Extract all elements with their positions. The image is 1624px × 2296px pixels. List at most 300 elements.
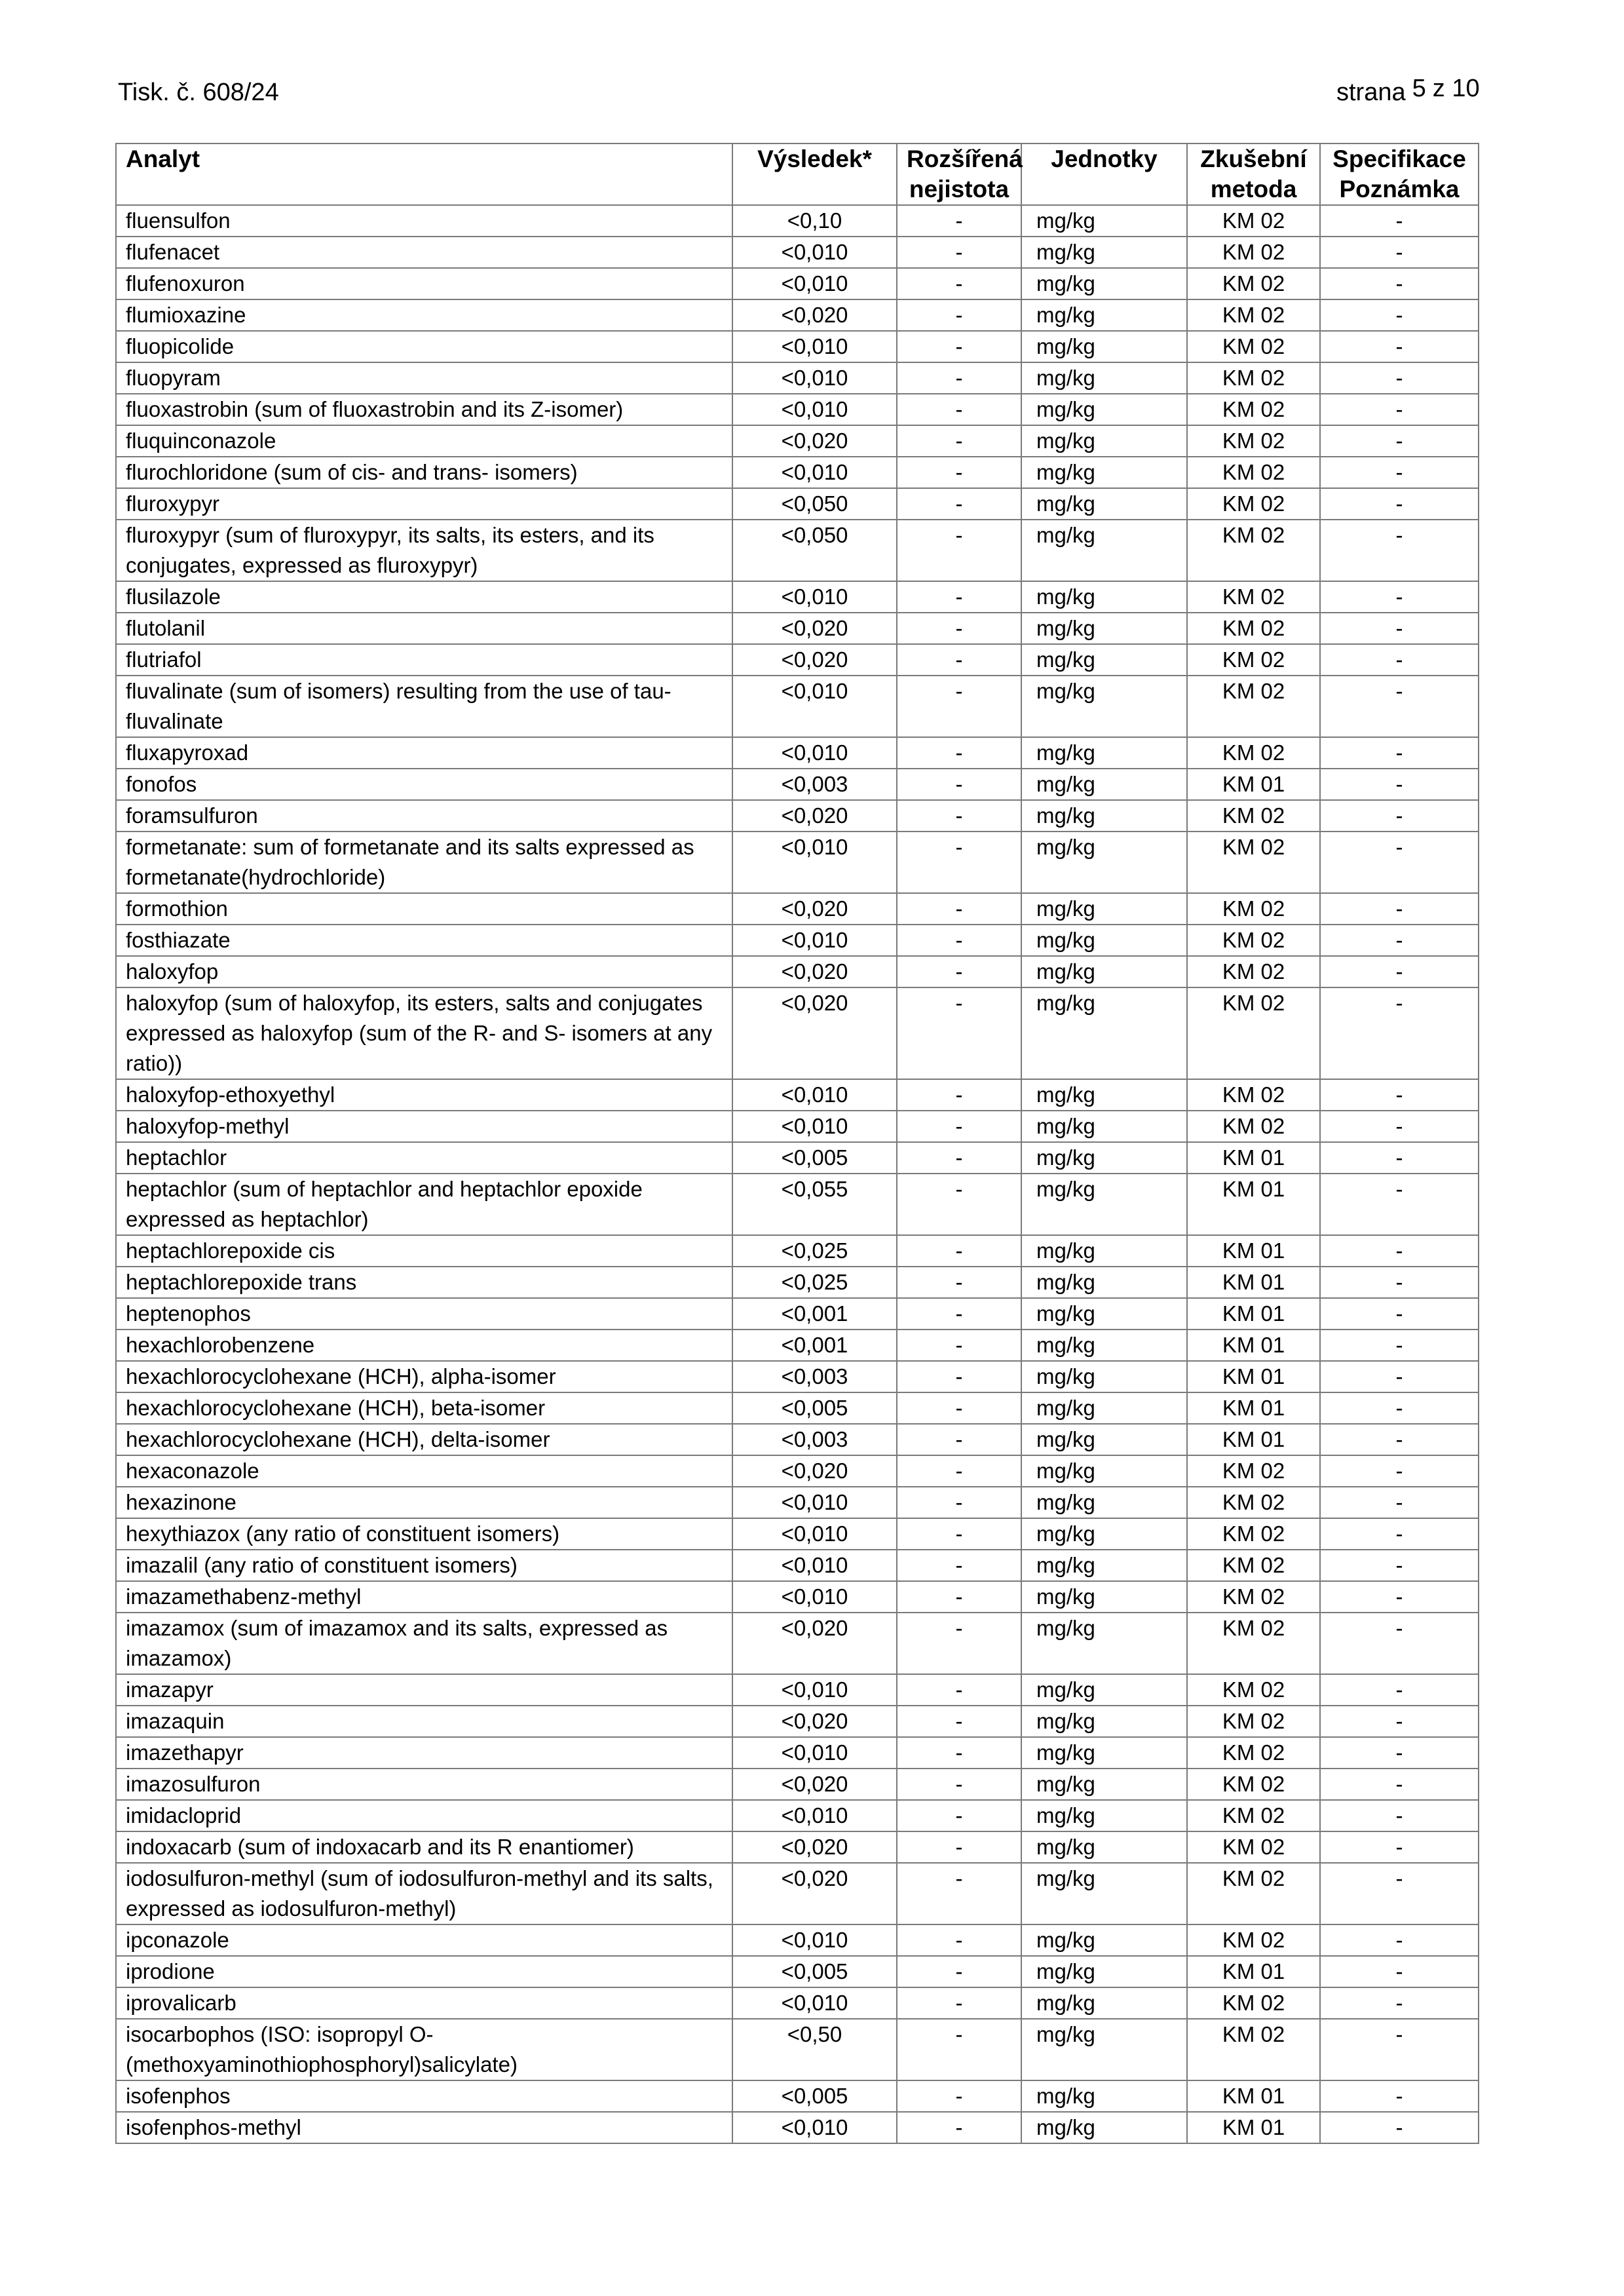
table-row (116, 1267, 1479, 1298)
cell-method: KM 01 (1187, 769, 1320, 800)
cell-note: - (1320, 956, 1479, 987)
cell-unit: mg/kg (1021, 1550, 1187, 1581)
cell-result: <0,020 (732, 800, 897, 832)
cell-result: <0,10 (732, 205, 897, 237)
cell-unit: mg/kg (1021, 1235, 1187, 1267)
cell-result: <0,010 (732, 237, 897, 268)
cell-method: KM 02 (1187, 299, 1320, 331)
table-row (116, 1079, 1479, 1111)
table-row (116, 1924, 1479, 1956)
cell-unit: mg/kg (1021, 1142, 1187, 1174)
cell-analyt: hexaconazole (116, 1455, 732, 1487)
table-row (116, 581, 1479, 613)
cell-result: <0,020 (732, 644, 897, 676)
cell-note: - (1320, 1111, 1479, 1142)
column-header-method: Zkušební metoda (1187, 144, 1320, 205)
table-row (116, 268, 1479, 299)
cell-result: <0,020 (732, 956, 897, 987)
cell-method: KM 02 (1187, 268, 1320, 299)
cell-result: <0,003 (732, 1424, 897, 1455)
cell-uncertainty: - (897, 1956, 1021, 1987)
cell-result: <0,005 (732, 2080, 897, 2112)
cell-note: - (1320, 2080, 1479, 2112)
cell-method: KM 01 (1187, 1956, 1320, 1987)
cell-note: - (1320, 581, 1479, 613)
table-row (116, 676, 1479, 737)
table-row (116, 1235, 1479, 1267)
cell-note: - (1320, 237, 1479, 268)
table-header-row (116, 144, 1479, 205)
cell-result: <0,010 (732, 1924, 897, 1956)
cell-method: KM 01 (1187, 1142, 1320, 1174)
table-row (116, 1455, 1479, 1487)
cell-analyt: fluoxastrobin (sum of fluoxastrobin and its Z-isomer) (116, 394, 732, 425)
cell-uncertainty: - (897, 613, 1021, 644)
cell-unit: mg/kg (1021, 581, 1187, 613)
cell-result: <0,025 (732, 1235, 897, 1267)
table-row (116, 1518, 1479, 1550)
cell-uncertainty: - (897, 520, 1021, 581)
cell-analyt: hexachlorocyclohexane (HCH), alpha-isomer (116, 1361, 732, 1392)
cell-unit: mg/kg (1021, 800, 1187, 832)
column-header-result: Výsledek* (732, 144, 897, 205)
cell-analyt: iprovalicarb (116, 1987, 732, 2019)
cell-unit: mg/kg (1021, 1392, 1187, 1424)
cell-result: <0,010 (732, 1674, 897, 1706)
cell-note: - (1320, 1706, 1479, 1737)
table-row (116, 1863, 1479, 1924)
cell-unit: mg/kg (1021, 2019, 1187, 2080)
cell-result: <0,050 (732, 520, 897, 581)
table-row (116, 394, 1479, 425)
cell-analyt: fluxapyroxad (116, 737, 732, 769)
cell-result: <0,005 (732, 1392, 897, 1424)
cell-result: <0,50 (732, 2019, 897, 2080)
cell-method: KM 02 (1187, 613, 1320, 644)
cell-analyt: formothion (116, 893, 732, 925)
cell-result: <0,010 (732, 832, 897, 893)
cell-unit: mg/kg (1021, 1769, 1187, 1800)
cell-method: KM 02 (1187, 205, 1320, 237)
cell-result: <0,020 (732, 987, 897, 1079)
table-row (116, 987, 1479, 1079)
cell-unit: mg/kg (1021, 1079, 1187, 1111)
cell-method: KM 02 (1187, 457, 1320, 488)
cell-uncertainty: - (897, 1550, 1021, 1581)
cell-unit: mg/kg (1021, 925, 1187, 956)
cell-method: KM 01 (1187, 1392, 1320, 1424)
cell-uncertainty: - (897, 1361, 1021, 1392)
cell-unit: mg/kg (1021, 1455, 1187, 1487)
cell-method: KM 02 (1187, 1518, 1320, 1550)
cell-analyt: fluensulfon (116, 205, 732, 237)
cell-unit: mg/kg (1021, 2112, 1187, 2143)
cell-result: <0,005 (732, 1142, 897, 1174)
table-row (116, 769, 1479, 800)
cell-unit: mg/kg (1021, 1706, 1187, 1737)
cell-method: KM 02 (1187, 1987, 1320, 2019)
cell-uncertainty: - (897, 644, 1021, 676)
cell-method: KM 01 (1187, 1174, 1320, 1235)
cell-uncertainty: - (897, 737, 1021, 769)
cell-uncertainty: - (897, 676, 1021, 737)
cell-uncertainty: - (897, 1863, 1021, 1924)
cell-note: - (1320, 676, 1479, 737)
cell-method: KM 01 (1187, 2080, 1320, 2112)
cell-analyt: flutriafol (116, 644, 732, 676)
cell-unit: mg/kg (1021, 331, 1187, 362)
cell-analyt: flurochloridone (sum of cis- and trans- isomers) (116, 457, 732, 488)
cell-analyt: isofenphos-methyl (116, 2112, 732, 2143)
cell-unit: mg/kg (1021, 2080, 1187, 2112)
cell-method: KM 02 (1187, 1487, 1320, 1518)
cell-uncertainty: - (897, 1581, 1021, 1613)
cell-unit: mg/kg (1021, 1267, 1187, 1298)
cell-unit: mg/kg (1021, 1924, 1187, 1956)
cell-uncertainty: - (897, 1235, 1021, 1267)
cell-uncertainty: - (897, 331, 1021, 362)
cell-analyt: flumioxazine (116, 299, 732, 331)
cell-method: KM 02 (1187, 520, 1320, 581)
cell-note: - (1320, 457, 1479, 488)
cell-unit: mg/kg (1021, 1361, 1187, 1392)
cell-note: - (1320, 1769, 1479, 1800)
cell-unit: mg/kg (1021, 1831, 1187, 1863)
cell-uncertainty: - (897, 1737, 1021, 1769)
cell-unit: mg/kg (1021, 613, 1187, 644)
cell-analyt: heptachlorepoxide trans (116, 1267, 732, 1298)
cell-analyt: fluopicolide (116, 331, 732, 362)
cell-unit: mg/kg (1021, 425, 1187, 457)
cell-note: - (1320, 1831, 1479, 1863)
cell-method: KM 02 (1187, 1674, 1320, 1706)
cell-unit: mg/kg (1021, 1174, 1187, 1235)
cell-analyt: haloxyfop-ethoxyethyl (116, 1079, 732, 1111)
cell-uncertainty: - (897, 956, 1021, 987)
cell-method: KM 02 (1187, 581, 1320, 613)
cell-unit: mg/kg (1021, 488, 1187, 520)
table-row (116, 737, 1479, 769)
cell-result: <0,010 (732, 737, 897, 769)
cell-note: - (1320, 1079, 1479, 1111)
cell-note: - (1320, 769, 1479, 800)
cell-unit: mg/kg (1021, 1298, 1187, 1330)
table-row (116, 832, 1479, 893)
cell-note: - (1320, 1800, 1479, 1831)
cell-note: - (1320, 488, 1479, 520)
page-indicator (1336, 75, 1480, 107)
cell-uncertainty: - (897, 581, 1021, 613)
cell-analyt: hexachlorocyclohexane (HCH), beta-isomer (116, 1392, 732, 1424)
cell-analyt: haloxyfop (116, 956, 732, 987)
cell-note: - (1320, 1298, 1479, 1330)
cell-analyt: hexythiazox (any ratio of constituent isomers) (116, 1518, 732, 1550)
cell-note: - (1320, 205, 1479, 237)
cell-uncertainty: - (897, 1330, 1021, 1361)
cell-result: <0,001 (732, 1298, 897, 1330)
table-row (116, 299, 1479, 331)
cell-analyt: haloxyfop-methyl (116, 1111, 732, 1142)
cell-unit: mg/kg (1021, 1487, 1187, 1518)
table-row (116, 1142, 1479, 1174)
cell-uncertainty: - (897, 832, 1021, 893)
table-row (116, 520, 1479, 581)
cell-method: KM 02 (1187, 1737, 1320, 1769)
table-row (116, 2080, 1479, 2112)
print-number: Tisk. č. 608/24 (118, 79, 279, 106)
cell-unit: mg/kg (1021, 1111, 1187, 1142)
cell-unit: mg/kg (1021, 956, 1187, 987)
cell-result: <0,010 (732, 1737, 897, 1769)
cell-note: - (1320, 299, 1479, 331)
table-body (116, 205, 1479, 2143)
cell-note: - (1320, 893, 1479, 925)
cell-method: KM 02 (1187, 1613, 1320, 1674)
cell-method: KM 02 (1187, 1863, 1320, 1924)
cell-note: - (1320, 832, 1479, 893)
table-row (116, 893, 1479, 925)
column-header-note: Specifikace Poznámka (1320, 144, 1479, 205)
cell-method: KM 02 (1187, 1831, 1320, 1863)
table-row (116, 925, 1479, 956)
cell-result: <0,020 (732, 613, 897, 644)
cell-method: KM 02 (1187, 1455, 1320, 1487)
cell-unit: mg/kg (1021, 1674, 1187, 1706)
table-row (116, 331, 1479, 362)
cell-method: KM 02 (1187, 800, 1320, 832)
page-label: strana (1336, 79, 1406, 106)
cell-method: KM 02 (1187, 1769, 1320, 1800)
cell-method: KM 02 (1187, 1706, 1320, 1737)
table-row (116, 1330, 1479, 1361)
cell-analyt: imazamox (sum of imazamox and its salts, expressed as imazamox) (116, 1613, 732, 1674)
cell-analyt: foramsulfuron (116, 800, 732, 832)
cell-uncertainty: - (897, 1924, 1021, 1956)
cell-method: KM 01 (1187, 1267, 1320, 1298)
cell-analyt: ipconazole (116, 1924, 732, 1956)
results-table (115, 143, 1479, 2144)
cell-uncertainty: - (897, 237, 1021, 268)
cell-analyt: iodosulfuron-methyl (sum of iodosulfuron-methyl and its salts, expressed as iodosulfuron-methyl) (116, 1863, 732, 1924)
cell-result: <0,001 (732, 1330, 897, 1361)
cell-uncertainty: - (897, 362, 1021, 394)
cell-analyt: fluvalinate (sum of isomers) resulting from the use of tau-fluvalinate (116, 676, 732, 737)
cell-unit: mg/kg (1021, 893, 1187, 925)
table-row (116, 1987, 1479, 2019)
table-row (116, 237, 1479, 268)
cell-note: - (1320, 1330, 1479, 1361)
cell-result: <0,010 (732, 268, 897, 299)
cell-analyt: heptenophos (116, 1298, 732, 1330)
cell-result: <0,025 (732, 1267, 897, 1298)
cell-unit: mg/kg (1021, 644, 1187, 676)
cell-note: - (1320, 800, 1479, 832)
cell-uncertainty: - (897, 205, 1021, 237)
cell-result: <0,010 (732, 331, 897, 362)
cell-note: - (1320, 1361, 1479, 1392)
cell-note: - (1320, 1987, 1479, 2019)
cell-uncertainty: - (897, 1706, 1021, 1737)
cell-method: KM 02 (1187, 1079, 1320, 1111)
cell-uncertainty: - (897, 1267, 1021, 1298)
cell-note: - (1320, 1518, 1479, 1550)
cell-method: KM 01 (1187, 2112, 1320, 2143)
cell-method: KM 02 (1187, 1800, 1320, 1831)
cell-method: KM 02 (1187, 956, 1320, 987)
cell-uncertainty: - (897, 1079, 1021, 1111)
cell-analyt: indoxacarb (sum of indoxacarb and its R enantiomer) (116, 1831, 732, 1863)
cell-uncertainty: - (897, 1613, 1021, 1674)
cell-note: - (1320, 1613, 1479, 1674)
cell-uncertainty: - (897, 299, 1021, 331)
cell-note: - (1320, 1956, 1479, 1987)
column-header-analyt: Analyt (116, 144, 732, 205)
cell-analyt: flufenoxuron (116, 268, 732, 299)
cell-analyt: imazalil (any ratio of constituent isomers) (116, 1550, 732, 1581)
cell-analyt: fluroxypyr (sum of fluroxypyr, its salts, its esters, and its conjugates, expressed as fluroxypyr) (116, 520, 732, 581)
table-row (116, 800, 1479, 832)
page-total: z 10 (1432, 75, 1480, 102)
cell-method: KM 02 (1187, 2019, 1320, 2080)
cell-unit: mg/kg (1021, 1956, 1187, 1987)
cell-method: KM 02 (1187, 237, 1320, 268)
table-row (116, 1487, 1479, 1518)
cell-unit: mg/kg (1021, 520, 1187, 581)
cell-result: <0,020 (732, 1769, 897, 1800)
cell-analyt: imazosulfuron (116, 1769, 732, 1800)
cell-result: <0,010 (732, 1800, 897, 1831)
cell-note: - (1320, 1863, 1479, 1924)
column-header-units: Jednotky (1021, 144, 1187, 205)
cell-method: KM 02 (1187, 644, 1320, 676)
cell-analyt: flufenacet (116, 237, 732, 268)
cell-uncertainty: - (897, 488, 1021, 520)
cell-result: <0,005 (732, 1956, 897, 1987)
cell-unit: mg/kg (1021, 832, 1187, 893)
cell-analyt: imazaquin (116, 1706, 732, 1737)
cell-method: KM 01 (1187, 1235, 1320, 1267)
cell-method: KM 02 (1187, 925, 1320, 956)
cell-method: KM 02 (1187, 394, 1320, 425)
cell-result: <0,010 (732, 1111, 897, 1142)
cell-note: - (1320, 1142, 1479, 1174)
page-number: 5 (1412, 75, 1426, 102)
cell-note: - (1320, 394, 1479, 425)
cell-method: KM 01 (1187, 1424, 1320, 1455)
cell-result: <0,010 (732, 676, 897, 737)
cell-result: <0,010 (732, 1581, 897, 1613)
cell-unit: mg/kg (1021, 987, 1187, 1079)
cell-analyt: formetanate: sum of formetanate and its salts expressed as formetanate(hydrochloride) (116, 832, 732, 893)
cell-uncertainty: - (897, 1674, 1021, 1706)
table-row (116, 1674, 1479, 1706)
table-row (116, 1298, 1479, 1330)
cell-method: KM 02 (1187, 893, 1320, 925)
table-row (116, 1424, 1479, 1455)
cell-uncertainty: - (897, 1298, 1021, 1330)
cell-analyt: fluquinconazole (116, 425, 732, 457)
cell-result: <0,010 (732, 1487, 897, 1518)
cell-note: - (1320, 1235, 1479, 1267)
cell-analyt: heptachlorepoxide cis (116, 1235, 732, 1267)
table-row (116, 457, 1479, 488)
cell-uncertainty: - (897, 2112, 1021, 2143)
cell-unit: mg/kg (1021, 394, 1187, 425)
cell-note: - (1320, 644, 1479, 676)
cell-unit: mg/kg (1021, 237, 1187, 268)
cell-uncertainty: - (897, 1455, 1021, 1487)
cell-note: - (1320, 331, 1479, 362)
cell-result: <0,010 (732, 394, 897, 425)
table-row (116, 956, 1479, 987)
cell-uncertainty: - (897, 268, 1021, 299)
cell-result: <0,020 (732, 1831, 897, 1863)
cell-analyt: iprodione (116, 1956, 732, 1987)
cell-result: <0,020 (732, 1455, 897, 1487)
cell-result: <0,010 (732, 581, 897, 613)
cell-note: - (1320, 2019, 1479, 2080)
cell-method: KM 02 (1187, 331, 1320, 362)
cell-unit: mg/kg (1021, 1581, 1187, 1613)
cell-note: - (1320, 268, 1479, 299)
cell-note: - (1320, 613, 1479, 644)
table-row (116, 1581, 1479, 1613)
cell-method: KM 01 (1187, 1298, 1320, 1330)
cell-note: - (1320, 1424, 1479, 1455)
table-row (116, 1613, 1479, 1674)
cell-uncertainty: - (897, 1111, 1021, 1142)
cell-method: KM 02 (1187, 737, 1320, 769)
cell-unit: mg/kg (1021, 1613, 1187, 1674)
cell-uncertainty: - (897, 987, 1021, 1079)
cell-note: - (1320, 1392, 1479, 1424)
cell-note: - (1320, 1455, 1479, 1487)
cell-analyt: hexachlorocyclohexane (HCH), delta-isomer (116, 1424, 732, 1455)
cell-uncertainty: - (897, 800, 1021, 832)
cell-result: <0,020 (732, 1706, 897, 1737)
cell-analyt: flutolanil (116, 613, 732, 644)
cell-note: - (1320, 1267, 1479, 1298)
cell-note: - (1320, 987, 1479, 1079)
cell-uncertainty: - (897, 893, 1021, 925)
table-row (116, 1706, 1479, 1737)
cell-unit: mg/kg (1021, 1330, 1187, 1361)
cell-note: - (1320, 1737, 1479, 1769)
cell-uncertainty: - (897, 1769, 1021, 1800)
cell-note: - (1320, 1924, 1479, 1956)
cell-note: - (1320, 520, 1479, 581)
cell-unit: mg/kg (1021, 1518, 1187, 1550)
cell-method: KM 02 (1187, 832, 1320, 893)
cell-uncertainty: - (897, 1987, 1021, 2019)
cell-method: KM 02 (1187, 488, 1320, 520)
cell-unit: mg/kg (1021, 457, 1187, 488)
table-row (116, 425, 1479, 457)
cell-analyt: hexazinone (116, 1487, 732, 1518)
cell-unit: mg/kg (1021, 362, 1187, 394)
cell-result: <0,003 (732, 1361, 897, 1392)
table-row (116, 488, 1479, 520)
cell-result: <0,010 (732, 1550, 897, 1581)
cell-note: - (1320, 2112, 1479, 2143)
cell-method: KM 02 (1187, 987, 1320, 1079)
cell-unit: mg/kg (1021, 268, 1187, 299)
cell-result: <0,010 (732, 1079, 897, 1111)
table-row (116, 1956, 1479, 1987)
table-row (116, 1361, 1479, 1392)
table-row (116, 362, 1479, 394)
cell-unit: mg/kg (1021, 1800, 1187, 1831)
